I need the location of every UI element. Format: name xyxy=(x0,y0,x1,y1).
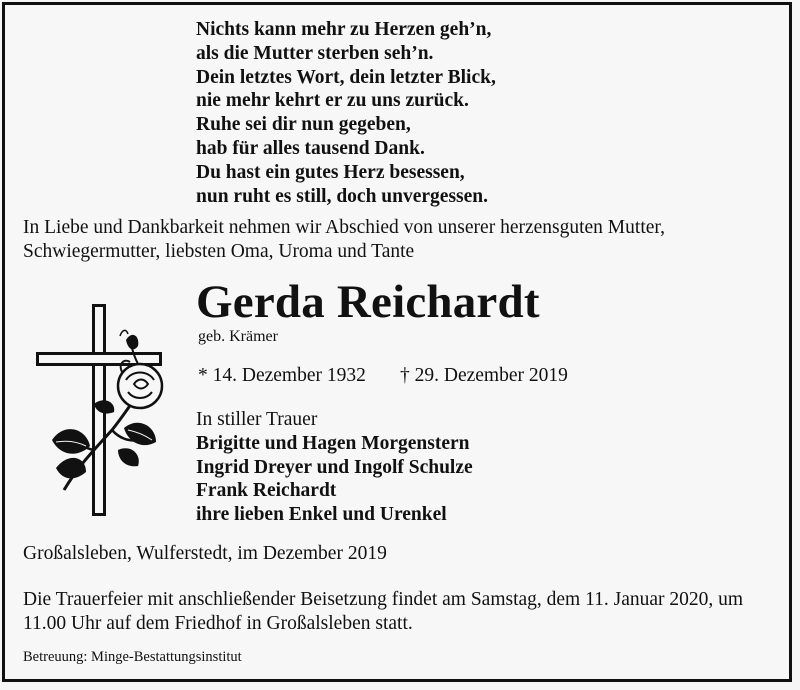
poem-line: nie mehr kehrt er zu uns zurück. xyxy=(196,90,469,112)
mourners-heading: In stiller Trauer xyxy=(196,409,318,430)
intro-line: Schwiegermutter, liebsten Oma, Uroma und Tante xyxy=(23,241,415,262)
mourners-block xyxy=(196,408,473,527)
mourner-name: ihre lieben Enkel und Urenkel xyxy=(196,504,447,526)
poem xyxy=(196,18,496,208)
funeral-service-notice xyxy=(23,588,783,636)
maiden-name: geb. Krämer xyxy=(198,328,278,345)
poem-line: Nichts kann mehr zu Herzen geh’n, xyxy=(196,19,492,40)
mourner-name: Brigitte und Hagen Morgenstern xyxy=(196,432,470,454)
poem-line: als die Mutter sterben seh’n. xyxy=(196,42,434,64)
mourner-name: Ingrid Dreyer und Ingolf Schulze xyxy=(196,456,473,478)
place-and-date: Großalsleben, Wulferstedt, im Dezember 2019 xyxy=(23,543,387,564)
poem-line: Ruhe sei dir nun gegeben, xyxy=(196,114,411,136)
birth-date: * 14. Dezember 1932 xyxy=(198,365,366,386)
service-line: Die Trauerfeier mit anschließender Beisetzung findet am Samstag, dem 11. Januar 2020, um xyxy=(23,589,744,610)
death-date: † 29. Dezember 2019 xyxy=(400,365,568,386)
poem-line: hab für alles tausend Dank. xyxy=(196,137,425,159)
poem-line: Du hast ein gutes Herz besessen, xyxy=(196,161,465,183)
intro-text xyxy=(23,216,773,264)
service-line: 11.00 Uhr auf dem Friedhof in Großalsleben statt. xyxy=(23,613,413,634)
poem-line: nun ruht es still, doch unvergessen. xyxy=(196,185,489,207)
cross-with-rose-icon xyxy=(34,300,166,520)
deceased-name: Gerda Reichardt xyxy=(196,276,540,328)
undertaker-credit: Betreuung: Minge-Bestattungsinstitut xyxy=(23,649,242,665)
intro-line: In Liebe und Dankbarkeit nehmen wir Abschied von unserer herzensguten Mutter, xyxy=(23,217,665,238)
mourner-name: Frank Reichardt xyxy=(196,480,337,502)
poem-line: Dein letztes Wort, dein letzter Blick, xyxy=(196,66,496,88)
